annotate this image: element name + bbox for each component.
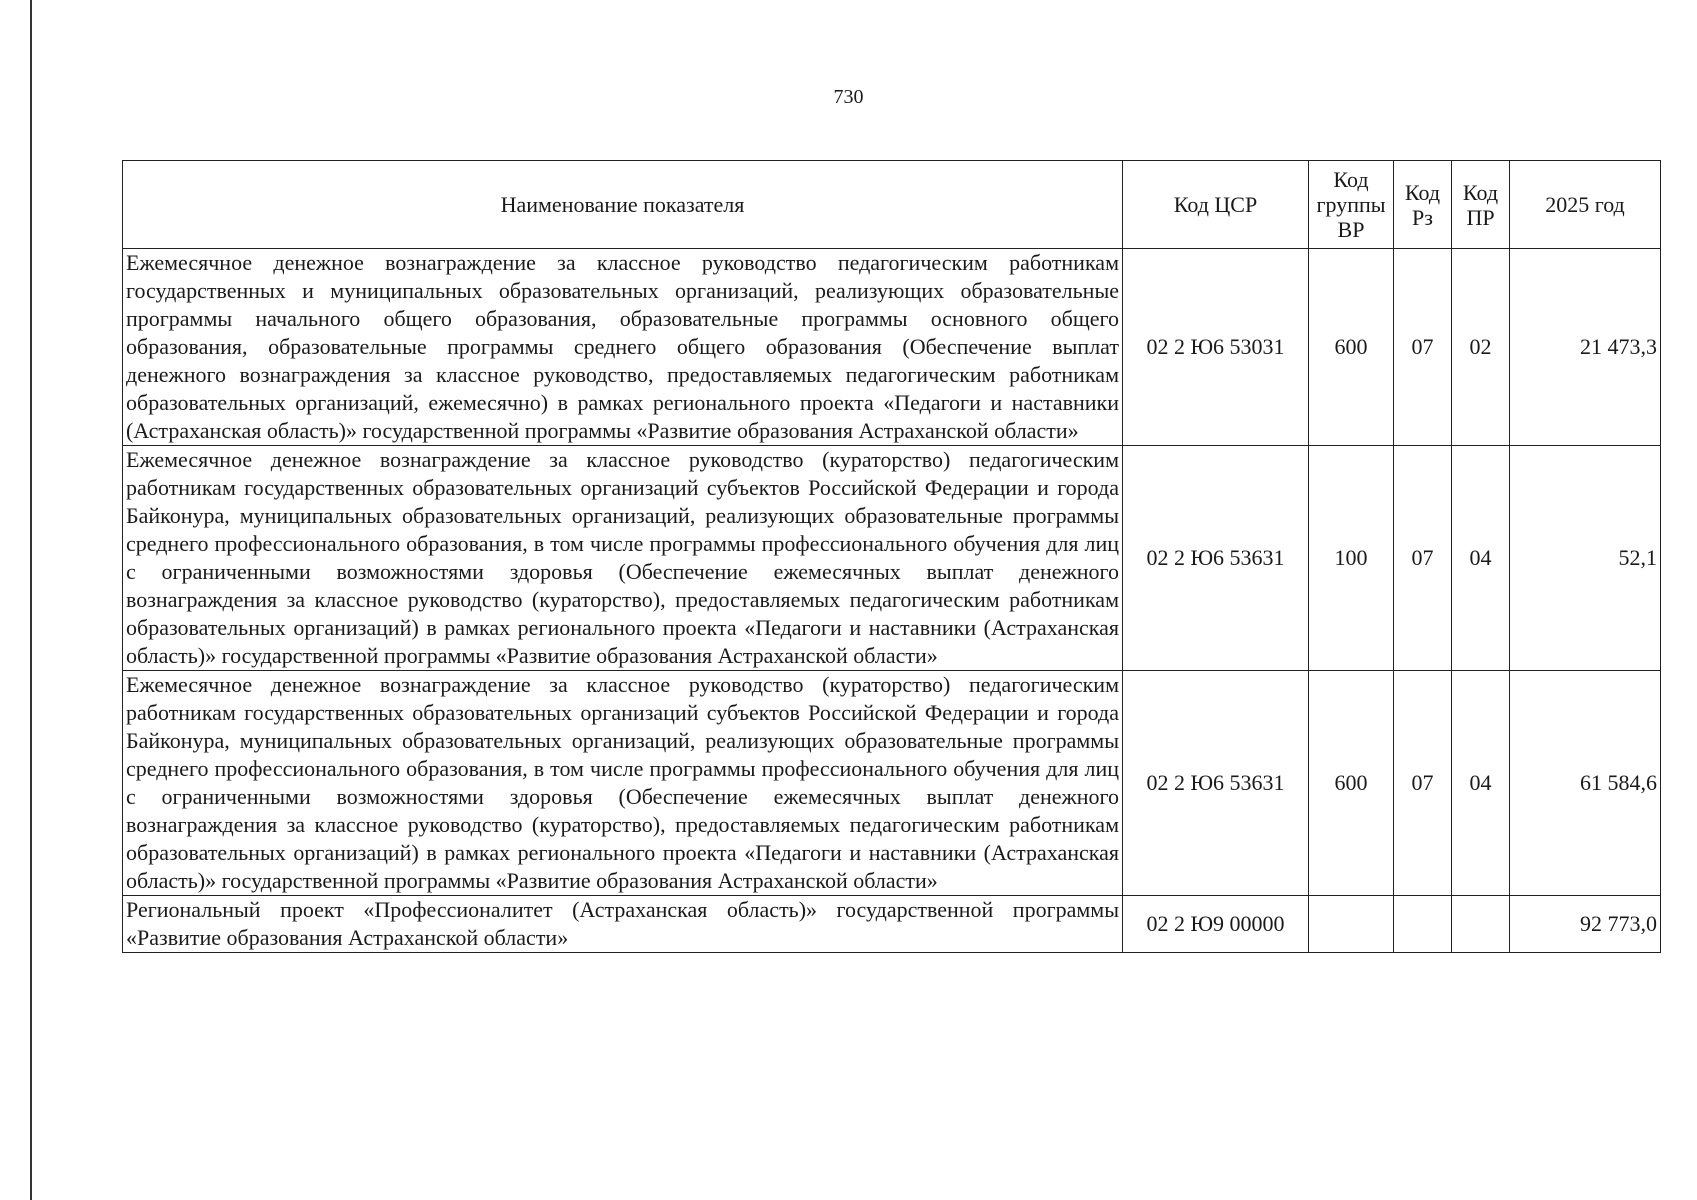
rz-code-cell: 07 (1394, 249, 1452, 446)
table-row (123, 249, 1661, 446)
csr-code-cell: 02 2 Ю6 53631 (1123, 446, 1309, 671)
indicator-name-cell: Ежемесячное денежное вознаграждение за классное руководство педагогическим работникам государственных и муниципальных образовательных организаций, реализующих образовательные программы начального общего образования, образовательные программы основного общего образования, образовательные программы среднего общего образования (Обеспечение выплат денежного вознаграждения за классное руководство, предоставляемых педагогическим работникам образовательных организаций, ежемесячно) в рамках регионального проекта «Педагоги и наставники (Астраханская область)» государственной программы «Развитие образования Астраханской области» (123, 249, 1123, 446)
amount-cell: 21 473,3 (1510, 249, 1661, 446)
table-row (123, 896, 1661, 953)
csr-code-cell: 02 2 Ю9 00000 (1123, 896, 1309, 953)
header-indicator-name: Наименование показателя (123, 161, 1123, 249)
indicator-name-cell: Ежемесячное денежное вознаграждение за классное руководство (кураторство) педагогическим работникам государственных образовательных организаций субъектов Российской Федерации и города Байконура, муниципальных образовательных организаций, реализующих образовательные программы среднего профессионального образования, в том числе программы профессионального обучения для лиц с ограниченными возможностями здоровья (Обеспечение ежемесячных выплат денежного вознаграждения за классное руководство (кураторство), предоставляемых педагогическим работникам образовательных организаций) в рамках регионального проекта «Педагоги и наставники (Астраханская область)» государственной программы «Развитие образования Астраханской области» (123, 671, 1123, 896)
pr-code-cell: 04 (1452, 671, 1510, 896)
header-rz-code: Код Рз (1394, 161, 1452, 249)
table-header-row (123, 161, 1661, 249)
indicator-name-cell: Ежемесячное денежное вознаграждение за классное руководство (кураторство) педагогическим работникам государственных образовательных организаций субъектов Российской Федерации и города Байконура, муниципальных образовательных организаций, реализующих образовательные программы среднего профессионального образования, в том числе программы профессионального обучения для лиц с ограниченными возможностями здоровья (Обеспечение ежемесячных выплат денежного вознаграждения за классное руководство (кураторство), предоставляемых педагогическим работникам образовательных организаций) в рамках регионального проекта «Педагоги и наставники (Астраханская область)» государственной программы «Развитие образования Астраханской области» (123, 446, 1123, 671)
left-margin-rule (30, 0, 32, 1200)
budget-table (122, 160, 1661, 953)
page-number: 730 (833, 86, 864, 108)
amount-cell: 52,1 (1510, 446, 1661, 671)
header-pr-code: Код ПР (1452, 161, 1510, 249)
rz-code-cell: 07 (1394, 671, 1452, 896)
vr-code-cell: 600 (1309, 671, 1394, 896)
csr-code-cell: 02 2 Ю6 53631 (1123, 671, 1309, 896)
vr-code-cell (1309, 896, 1394, 953)
rz-code-cell (1394, 896, 1452, 953)
pr-code-cell: 02 (1452, 249, 1510, 446)
vr-code-cell: 600 (1309, 249, 1394, 446)
amount-cell: 92 773,0 (1510, 896, 1661, 953)
table-row (123, 446, 1661, 671)
rz-code-cell: 07 (1394, 446, 1452, 671)
indicator-name-cell: Региональный проект «Профессионалитет (Астраханская область)» государственной программы «Развитие образования Астраханской области» (123, 896, 1123, 953)
amount-cell: 61 584,6 (1510, 671, 1661, 896)
header-csr-code: Код ЦСР (1123, 161, 1309, 249)
pr-code-cell: 04 (1452, 446, 1510, 671)
header-vr-code: Код группы ВР (1309, 161, 1394, 249)
pr-code-cell (1452, 896, 1510, 953)
table-row (123, 671, 1661, 896)
vr-code-cell: 100 (1309, 446, 1394, 671)
header-year: 2025 год (1510, 161, 1661, 249)
csr-code-cell: 02 2 Ю6 53031 (1123, 249, 1309, 446)
